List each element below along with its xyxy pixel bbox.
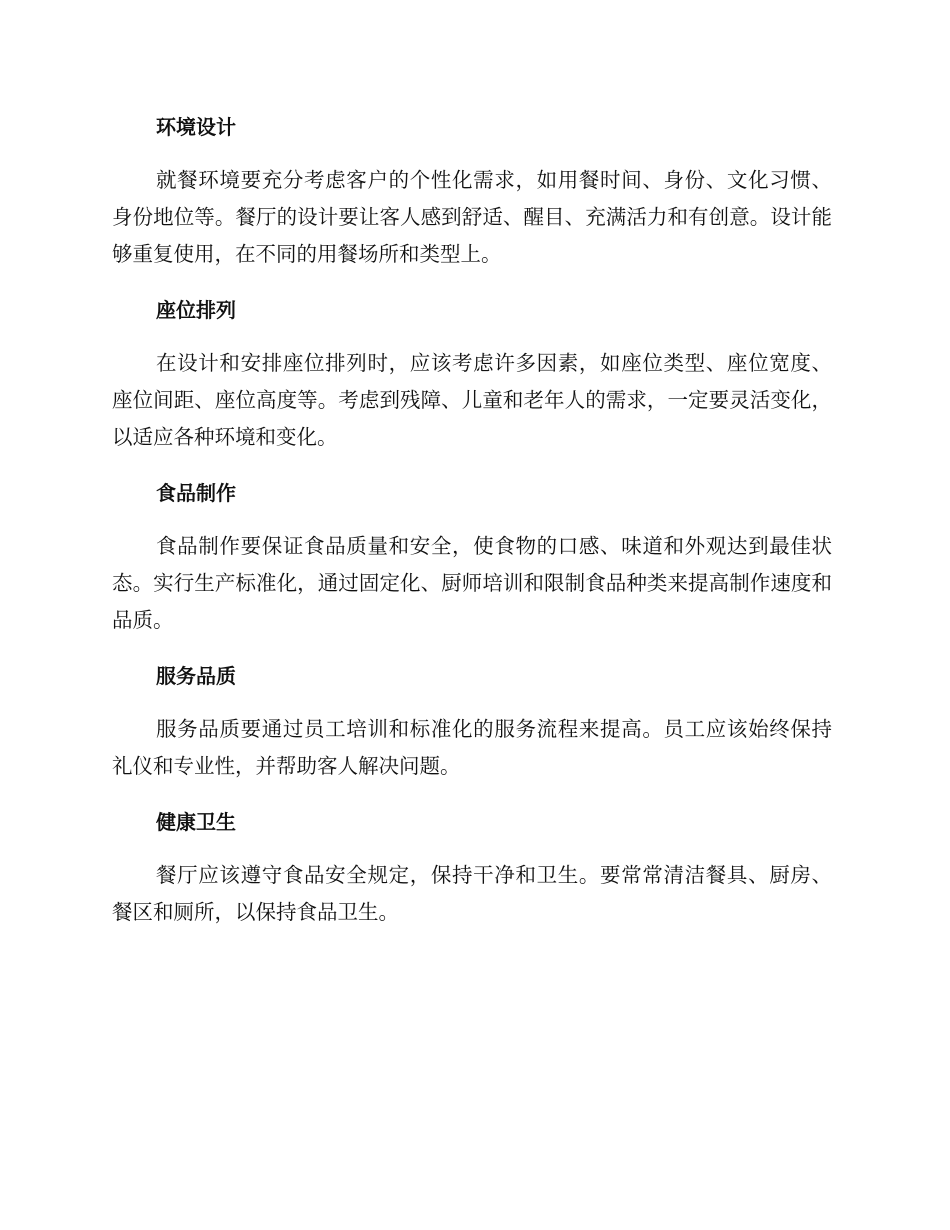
section-paragraph: 服务品质要通过员工培训和标准化的服务流程来提高。员工应该始终保持礼仪和专业性，并帮助客人解决问题。 xyxy=(112,717,832,778)
section-heading: 食品制作 xyxy=(156,481,236,505)
section-food-production xyxy=(112,473,832,639)
section-paragraph: 在设计和安排座位排列时，应该考虑许多因素，如座位类型、座位宽度、座位间距、座位高度等。考虑到残障、儿童和老年人的需求，一定要灵活变化，以适应各种环境和变化。 xyxy=(112,351,832,449)
section-heading: 健康卫生 xyxy=(156,810,236,834)
section-paragraph: 就餐环境要充分考虑客户的个性化需求，如用餐时间、身份、文化习惯、身份地位等。餐厅的设计要让客人感到舒适、醒目、充满活力和有创意。设计能够重复使用，在不同的用餐场所和类型上。 xyxy=(112,168,832,266)
section-health-hygiene xyxy=(112,802,832,931)
section-heading: 座位排列 xyxy=(156,298,236,322)
section-seating-arrangement xyxy=(112,290,832,456)
section-environment-design xyxy=(112,107,832,273)
document-body xyxy=(112,107,832,931)
section-paragraph: 食品制作要保证食品质量和安全，使食物的口感、味道和外观达到最佳状态。实行生产标准化，通过固定化、厨师培训和限制食品种类来提高制作速度和品质。 xyxy=(112,534,832,632)
section-service-quality xyxy=(112,656,832,785)
section-heading: 服务品质 xyxy=(156,664,236,688)
section-heading: 环境设计 xyxy=(156,115,236,139)
section-paragraph: 餐厅应该遵守食品安全规定，保持干净和卫生。要常常清洁餐具、厨房、餐区和厕所，以保持食品卫生。 xyxy=(112,863,832,924)
